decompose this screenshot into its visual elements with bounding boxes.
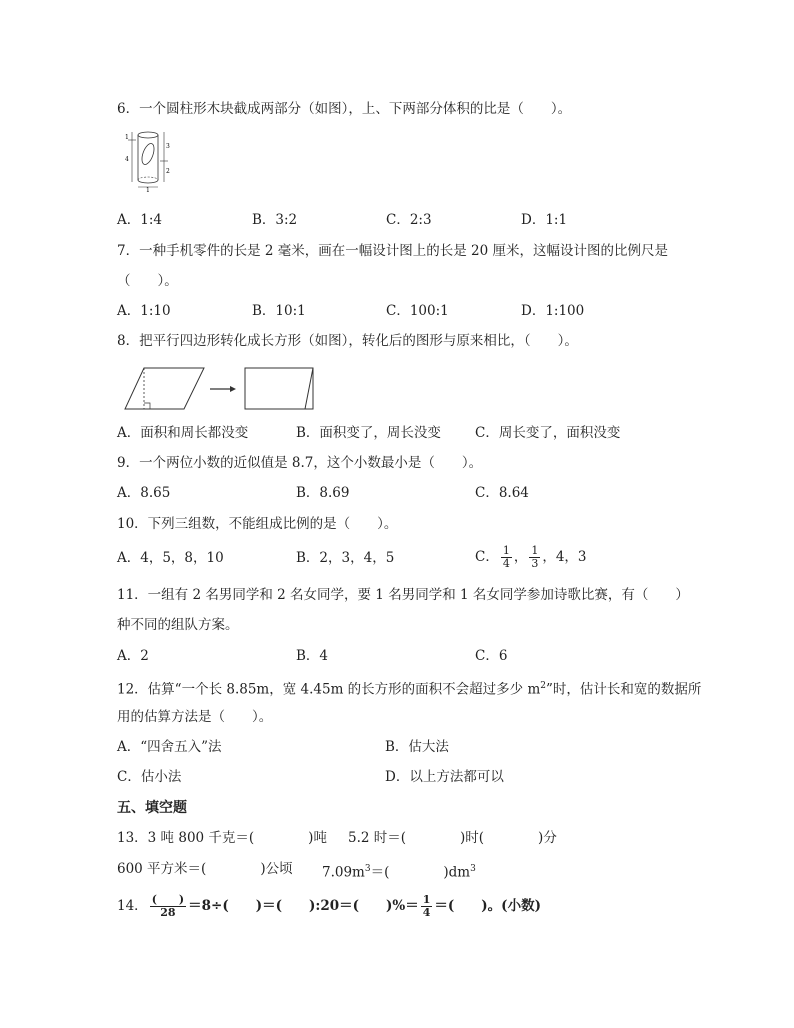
q12-option-a[interactable]: A．“四舍五入”法 — [117, 739, 222, 755]
q11-option-b[interactable]: B．4 — [296, 648, 329, 664]
q7-option-c[interactable]: C．100:1 — [386, 303, 449, 319]
q6-option-c[interactable]: C．2:3 — [386, 212, 432, 228]
q7-text-line2: （ ）。 — [117, 273, 178, 289]
q10-option-c[interactable]: C． $\frac{1}{4}$ ， $\frac{1}{3}$ ，4，3 — [475, 544, 587, 570]
q10-fraction-one-third: $\frac{1}{3}$ — [531, 544, 539, 570]
q8-option-c[interactable]: C．周长变了，面积没变 — [475, 425, 621, 441]
q10-option-b[interactable]: B．2，3，4，5 — [296, 550, 395, 566]
q9-text: 9．一个两位小数的近似值是 8.7，这个小数最小是（ ）。 — [117, 455, 483, 471]
q12-option-d[interactable]: D．以上方法都可以 — [385, 769, 504, 785]
q12-text-line1: 12．估算“一个长 8.85m，宽 4.45m 的长方形的面积不会超过多少 $m^2$”时，估计长和宽的数据所 — [117, 681, 702, 698]
q9-option-b[interactable]: B．8.69 — [296, 485, 350, 501]
q8-option-a[interactable]: A．面积和周长都没变 — [117, 425, 249, 441]
q11-option-a[interactable]: A．2 — [117, 648, 149, 664]
cyl-label-right-lower: 2 — [166, 168, 170, 175]
q7-option-b[interactable]: B．10:1 — [252, 303, 306, 319]
q6-text: 6．一个圆柱形木块截成两部分（如图），上、下两部分体积的比是（ ）。 — [117, 101, 572, 117]
q7-option-d[interactable]: D．1:100 — [521, 303, 585, 319]
q12-text-line2: 用的估算方法是（ ）。 — [117, 709, 273, 725]
parallelogram-transform-figure — [124, 366, 320, 412]
q14-fraction-blank-over-28: $\frac{( )}{28}$ — [151, 893, 185, 919]
q10-fraction-one-quarter: $\frac{1}{4}$ — [502, 544, 510, 570]
q14-fraction-one-quarter: $\frac{1}{4}$ — [422, 893, 431, 919]
q12-option-b[interactable]: B．估大法 — [385, 739, 449, 755]
cyl-label-right-upper: 3 — [166, 143, 170, 150]
section-title: 五、填空题 — [117, 800, 187, 816]
q11-text-line2: 种不同的组队方案。 — [117, 617, 239, 633]
q11-text-line1: 11．一组有 2 名男同学和 2 名女同学，要 1 名男同学和 1 名女同学参加诗歌比赛，有（ ） — [117, 587, 689, 603]
cyl-label-bottom: 1 — [146, 187, 150, 192]
q11-option-c[interactable]: C．6 — [475, 648, 508, 664]
q6-option-b[interactable]: B．3:2 — [252, 212, 298, 228]
cylinder-figure — [120, 128, 180, 192]
q14-equation: 14． $\frac{( )}{28}$ ＝8÷( )＝( ):20＝( )%＝ $\frac{1}{4}$ ＝( )。(小数) — [117, 893, 541, 919]
cyl-label-left: 4 — [125, 156, 129, 163]
q13-line2-part2: $7.09m^3=$( )$dm^3$ — [322, 864, 476, 881]
q8-text: 8．把平行四边形转化成长方形（如图），转化后的图形与原来相比，（ ）。 — [117, 333, 578, 349]
q6-option-a[interactable]: A．1:4 — [117, 212, 162, 228]
q7-option-a[interactable]: A．1:10 — [117, 303, 171, 319]
q13-line1-part2: 5.2 时＝( )时( )分 — [348, 830, 557, 846]
q9-option-c[interactable]: C．8.64 — [475, 485, 529, 501]
q13-line2-part1: 600 平方米＝( )公顷 — [117, 861, 293, 877]
q8-option-b[interactable]: B．面积变了，周长没变 — [296, 425, 441, 441]
q13-line1-part1: 13．3 吨 800 千克＝( )吨 — [117, 830, 327, 846]
cyl-label-top: 1 — [125, 134, 129, 141]
q7-text-line1: 7．一种手机零件的长是 2 毫米，画在一幅设计图上的长是 20 厘米，这幅设计图的比例尺是 — [117, 243, 669, 259]
q10-option-a[interactable]: A．4，5，8，10 — [117, 550, 224, 566]
q10-option-c-rest: ，4，3 — [542, 549, 587, 565]
q10-option-c-prefix: C． — [475, 549, 499, 565]
q12-option-c[interactable]: C．估小法 — [117, 769, 182, 785]
q10-text: 10．下列三组数，不能组成比例的是（ ）。 — [117, 516, 398, 532]
q9-option-a[interactable]: A．8.65 — [117, 485, 171, 501]
q6-option-d[interactable]: D．1:1 — [521, 212, 568, 228]
